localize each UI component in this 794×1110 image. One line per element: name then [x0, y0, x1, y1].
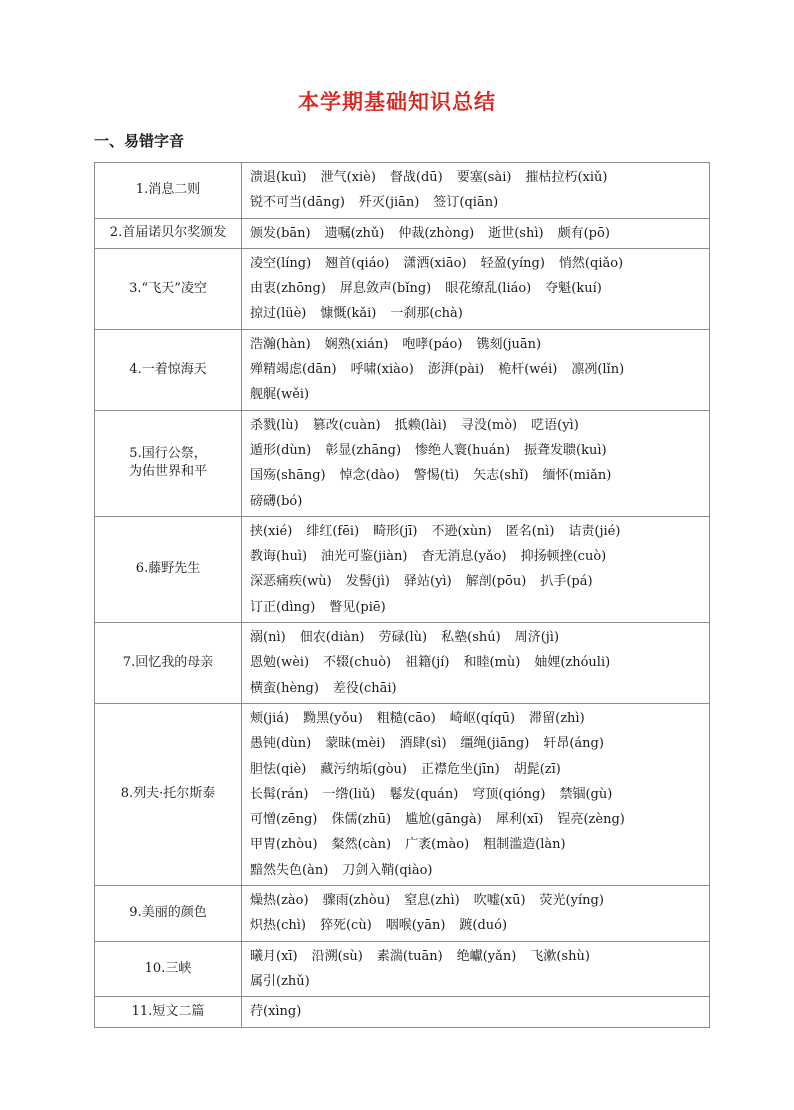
word-entry: 咽喉(yān) — [385, 918, 446, 934]
word-entry: 澎湃(pài) — [427, 362, 485, 378]
word-entry: 轩昂(áng) — [543, 736, 604, 752]
word-entry: 骤雨(zhòu) — [322, 893, 391, 909]
word-entry: 慷慨(kǎi) — [320, 306, 377, 322]
word-line — [250, 999, 709, 1024]
section-heading: 一、易错字音 — [94, 132, 185, 150]
lesson-title-line: 11.短文二篇 — [131, 1003, 205, 1019]
word-entry: 遁形(dùn) — [250, 442, 312, 458]
word-line — [250, 595, 709, 620]
word-entry: 犀利(xī) — [495, 812, 544, 828]
word-entry: 潇洒(xiāo) — [403, 255, 467, 271]
table-row — [95, 410, 710, 516]
lesson-title-line: 1.消息二则 — [135, 182, 201, 198]
word-entry: 荇(xìng) — [250, 1004, 302, 1020]
word-entry: 签订(qiān) — [433, 195, 499, 211]
table-row — [95, 218, 710, 248]
word-entry: 颇有(pō) — [557, 225, 610, 241]
word-list — [242, 218, 710, 248]
word-entry: 尴尬(gāngà) — [405, 812, 482, 828]
word-entry: 佃农(diàn) — [299, 630, 365, 646]
word-entry: 正襟危坐(jīn) — [421, 761, 500, 777]
word-entry: 警惕(tì) — [413, 468, 460, 484]
lesson-title — [95, 218, 242, 248]
word-line — [250, 676, 709, 701]
word-list — [242, 163, 710, 219]
word-entry: 炽热(chì) — [250, 918, 306, 934]
word-entry: 缅怀(miǎn) — [542, 468, 612, 484]
word-entry: 穹顶(qióng) — [472, 786, 546, 802]
word-line — [250, 569, 709, 594]
word-line — [250, 357, 709, 382]
word-entry: 解剖(pōu) — [465, 574, 527, 590]
table-row — [95, 703, 710, 885]
word-entry: 浩瀚(hàn) — [250, 336, 311, 352]
word-entry: 油光可鉴(jiàn) — [321, 549, 408, 565]
word-entry: 胡髭(zī) — [513, 761, 561, 777]
word-entry: 横蛮(hèng) — [250, 680, 319, 696]
word-entry: 黯然失色(àn) — [250, 862, 329, 878]
word-list — [242, 703, 710, 885]
word-line — [250, 969, 709, 994]
lesson-title-line: 7.回忆我的母亲 — [122, 654, 214, 670]
word-line — [250, 544, 709, 569]
word-entry: 轻盈(yíng) — [480, 255, 545, 271]
word-entry: 沿溯(sù) — [311, 948, 363, 964]
word-entry: 抵赖(lài) — [394, 417, 447, 433]
word-line — [250, 165, 709, 190]
table-row — [95, 997, 710, 1027]
lesson-title-line: 8.列夫·托尔斯泰 — [120, 786, 216, 802]
word-entry: 颁发(bān) — [250, 225, 311, 241]
table-row — [95, 163, 710, 219]
lesson-title-line: 5.国行公祭， — [129, 446, 207, 462]
word-entry: 甲胄(zhòu) — [250, 837, 318, 853]
word-entry: 燥热(zào) — [250, 893, 309, 909]
word-list — [242, 997, 710, 1027]
word-list — [242, 941, 710, 997]
word-line — [250, 706, 709, 731]
word-line — [250, 519, 709, 544]
pronunciation-table-body — [95, 163, 710, 1028]
word-entry: 胆怯(qiè) — [250, 761, 307, 777]
word-entry: 篡改(cuàn) — [312, 417, 381, 433]
lesson-title — [95, 329, 242, 410]
word-entry: 翘首(qiáo) — [325, 255, 390, 271]
word-line — [250, 731, 709, 756]
word-entry: 窒息(zhì) — [404, 893, 460, 909]
word-entry: 匿名(nì) — [505, 523, 555, 539]
word-entry: 飞漱(shù) — [530, 948, 590, 964]
word-entry: 摧枯拉朽(xiǔ) — [525, 170, 608, 185]
word-list — [242, 410, 710, 516]
word-entry: 不辍(chuò) — [323, 655, 392, 671]
word-entry: 矢志(shǐ) — [473, 468, 529, 484]
lesson-title — [95, 516, 242, 622]
table-row — [95, 329, 710, 410]
word-line — [250, 251, 709, 276]
word-entry: 粗制滥造(làn) — [483, 837, 566, 853]
lesson-title-line: 3.“飞天”凌空 — [129, 280, 207, 296]
word-entry: 悼念(dào) — [339, 468, 400, 484]
word-entry: 可憎(zēng) — [250, 812, 318, 828]
word-entry: 禁锢(gù) — [559, 786, 613, 802]
lesson-title — [95, 703, 242, 885]
page-title: 本学期基础知识总结 — [298, 90, 496, 114]
word-line — [250, 438, 709, 463]
word-entry: 由衷(zhōng) — [250, 281, 326, 297]
word-entry: 发髻(jì) — [345, 574, 390, 590]
word-line — [250, 888, 709, 913]
word-line — [250, 463, 709, 488]
word-entry: 凛冽(lǐn) — [571, 362, 625, 378]
word-entry: 歼灭(jiān) — [358, 195, 420, 211]
word-entry: 悄然(qiǎo) — [558, 255, 624, 271]
word-entry: 寻没(mò) — [460, 417, 518, 433]
word-entry: 逝世(shì) — [488, 225, 544, 241]
word-entry: 夺魁(kuí) — [545, 281, 602, 297]
word-entry: 泄气(xiè) — [320, 170, 376, 185]
word-list — [242, 623, 710, 704]
word-entry: 呓语(yì) — [531, 417, 579, 433]
word-entry: 差役(chāi) — [332, 680, 397, 696]
word-list — [242, 516, 710, 622]
word-entry: 劳碌(lù) — [378, 630, 428, 646]
word-entry: 惨绝人寰(huán) — [415, 442, 511, 458]
word-list — [242, 248, 710, 329]
word-entry: 妯娌(zhóuli) — [534, 655, 611, 671]
word-line — [250, 913, 709, 938]
table-row — [95, 516, 710, 622]
word-entry: 国殇(shāng) — [250, 468, 326, 484]
table-row — [95, 941, 710, 997]
word-entry: 娴熟(xián) — [324, 336, 389, 352]
word-entry: 踱(duó) — [459, 918, 508, 934]
word-entry: 不逊(xùn) — [431, 523, 492, 539]
word-entry: 要塞(sài) — [456, 170, 512, 185]
word-entry: 咆哮(páo) — [402, 336, 463, 352]
word-entry: 蒙昧(mèi) — [325, 736, 386, 752]
lesson-title — [95, 623, 242, 704]
lesson-title-line: 6.藤野先生 — [135, 561, 201, 577]
word-line — [250, 782, 709, 807]
word-entry: 粲然(càn) — [331, 837, 392, 853]
word-entry: 猝死(cù) — [319, 918, 372, 934]
word-entry: 广袤(mào) — [405, 837, 470, 853]
lesson-title — [95, 941, 242, 997]
word-entry: 呼啸(xiào) — [350, 362, 414, 378]
word-entry: 绯红(fēi) — [306, 523, 360, 539]
word-entry: 溃退(kuì) — [250, 170, 307, 185]
word-line — [250, 221, 709, 246]
word-line — [250, 190, 709, 215]
word-entry: 订正(dìng) — [250, 599, 316, 615]
word-line — [250, 944, 709, 969]
word-entry: 酒肆(sì) — [399, 736, 447, 752]
lesson-title-line: 为佑世界和平 — [128, 464, 207, 480]
word-entry: 祖籍(jí) — [405, 655, 450, 671]
word-line — [250, 276, 709, 301]
word-entry: 扒手(pá) — [540, 574, 593, 590]
lesson-title-line: 4.一着惊海天 — [129, 361, 207, 377]
word-entry: 彰显(zhāng) — [325, 442, 402, 458]
word-entry: 凌空(líng) — [250, 255, 312, 271]
word-line — [250, 382, 709, 407]
word-entry: 粗糙(cāo) — [376, 710, 436, 726]
lesson-title — [95, 410, 242, 516]
word-entry: 深恶痛疾(wù) — [250, 574, 332, 590]
word-entry: 素湍(tuān) — [376, 948, 443, 964]
lesson-title — [95, 163, 242, 219]
table-row — [95, 248, 710, 329]
word-entry: 杀戮(lù) — [250, 417, 299, 433]
word-entry: 教诲(huì) — [250, 549, 308, 565]
table-row — [95, 623, 710, 704]
word-entry: 一刹那(chà) — [390, 306, 463, 322]
word-entry: 仲裁(zhòng) — [398, 225, 475, 241]
word-entry: 鬈发(quán) — [389, 786, 459, 802]
word-entry: 周济(jì) — [514, 630, 560, 646]
word-entry: 眼花缭乱(liáo) — [445, 281, 532, 297]
word-entry: 舰艉(wěi) — [250, 387, 310, 403]
word-entry: 畸形(jī) — [373, 523, 418, 539]
lesson-title-line: 2.首届诺贝尔奖颁发 — [109, 225, 227, 241]
lesson-title-line: 9.美丽的颜色 — [129, 905, 207, 921]
lesson-title-line: 10.三峡 — [144, 960, 192, 976]
word-line — [250, 807, 709, 832]
word-entry: 愚钝(dùn) — [250, 736, 312, 752]
word-entry: 吹嘘(xū) — [473, 893, 526, 909]
word-entry: 挟(xié) — [250, 523, 293, 539]
word-line — [250, 489, 709, 514]
word-entry: 锃亮(zèng) — [557, 812, 625, 828]
word-entry: 督战(dū) — [389, 170, 443, 185]
word-entry: 刀剑入鞘(qiào) — [342, 862, 433, 878]
word-line — [250, 757, 709, 782]
word-entry: 抑扬顿挫(cuò) — [520, 549, 607, 565]
pronunciation-table — [94, 162, 710, 1028]
word-line — [250, 832, 709, 857]
word-entry: 诘责(jié) — [568, 523, 621, 539]
lesson-title — [95, 886, 242, 942]
word-entry: 一绺(liǔ) — [322, 786, 376, 802]
word-entry: 掠过(lüè) — [250, 306, 307, 322]
word-entry: 侏儒(zhū) — [331, 812, 392, 828]
lesson-title — [95, 248, 242, 329]
word-entry: 瞥见(piē) — [329, 599, 386, 615]
word-entry: 长髯(rán) — [250, 786, 309, 802]
word-line — [250, 332, 709, 357]
word-entry: 和睦(mù) — [463, 655, 521, 671]
word-entry: 恩勉(wèi) — [250, 655, 310, 671]
table-row — [95, 886, 710, 942]
word-entry: 崎岖(qíqū) — [449, 710, 516, 726]
word-entry: 荧光(yíng) — [539, 893, 604, 909]
word-entry: 绝巘(yǎn) — [456, 948, 517, 964]
word-entry: 桅杆(wéi) — [498, 362, 558, 378]
word-entry: 曦月(xī) — [250, 948, 298, 964]
word-entry: 属引(zhǔ) — [250, 973, 310, 989]
word-line — [250, 650, 709, 675]
lesson-title — [95, 997, 242, 1027]
word-entry: 屏息敛声(bǐng) — [339, 281, 432, 297]
word-entry: 锐不可当(dāng) — [250, 195, 345, 211]
word-line — [250, 858, 709, 883]
word-entry: 驿站(yì) — [404, 574, 452, 590]
word-entry: 私塾(shú) — [441, 630, 501, 646]
word-line — [250, 625, 709, 650]
word-entry: 振聋发聩(kuì) — [524, 442, 607, 458]
word-entry: 缰绳(jiāng) — [460, 736, 530, 752]
word-line — [250, 301, 709, 326]
word-entry: 溺(nì) — [250, 630, 286, 646]
word-entry: 滞留(zhì) — [529, 710, 585, 726]
word-entry: 镌刻(juān) — [476, 336, 542, 352]
word-list — [242, 329, 710, 410]
word-entry: 磅礴(bó) — [250, 493, 303, 509]
word-entry: 杳无消息(yǎo) — [421, 549, 507, 565]
word-line — [250, 413, 709, 438]
word-entry: 殚精竭虑(dān) — [250, 362, 337, 378]
word-entry: 颊(jiá) — [250, 710, 290, 726]
word-entry: 黝黑(yǒu) — [303, 710, 363, 726]
word-list — [242, 886, 710, 942]
word-entry: 藏污纳垢(gòu) — [320, 761, 407, 777]
word-entry: 遗嘱(zhǔ) — [324, 225, 385, 241]
